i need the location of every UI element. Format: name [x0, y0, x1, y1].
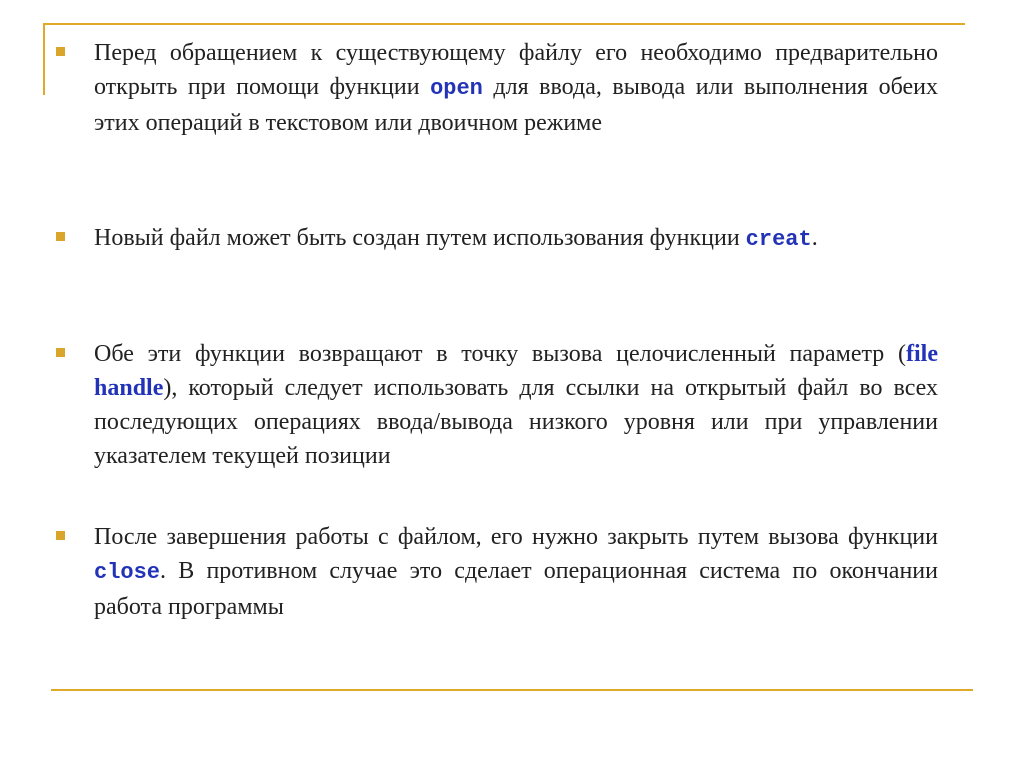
square-bullet-icon — [56, 47, 65, 56]
square-bullet-icon — [56, 348, 65, 357]
bullet-text-start: Обе эти функции возвращают в точку вызова целочисленный параметр ( — [94, 341, 907, 367]
term-file-handle: file handle — [94, 341, 938, 401]
bullet-item-close — [94, 520, 938, 624]
bottom-rule — [51, 689, 973, 691]
square-bullet-icon — [56, 232, 65, 241]
bullet-text-end: . — [811, 225, 818, 251]
top-rule — [43, 23, 965, 25]
bullet-text-end: ), который следует использовать для ссылки на открытый файл во всех последующих операциях ввода/вывода низкого уровня или при управлении указателем текущей позиции — [94, 375, 938, 469]
left-rule — [43, 23, 45, 95]
square-bullet-icon — [56, 531, 65, 540]
function-name-open: open — [430, 76, 483, 101]
bullet-text-start: Перед обращением к существующему файлу его необходимо предварительно открыть при помощи функции — [94, 40, 938, 100]
bullet-text-end: . В противном случае это сделает операционная система по окончании работа программы — [94, 558, 938, 620]
bullet-text-start: Новый файл может быть создан путем использования функции — [94, 225, 746, 251]
function-name-close: close — [94, 560, 161, 585]
function-name-creat: creat — [745, 227, 812, 252]
bullet-item-file-handle — [94, 337, 938, 473]
bullet-text-end: для ввода, вывода или выполнения обеих этих операций в текстовом или двоичном режиме — [94, 74, 938, 136]
bullet-text-start: После завершения работы с файлом, его нужно закрыть путем вызова функции — [94, 524, 938, 550]
bullet-item-open — [94, 36, 938, 140]
bullet-item-creat — [94, 221, 938, 257]
